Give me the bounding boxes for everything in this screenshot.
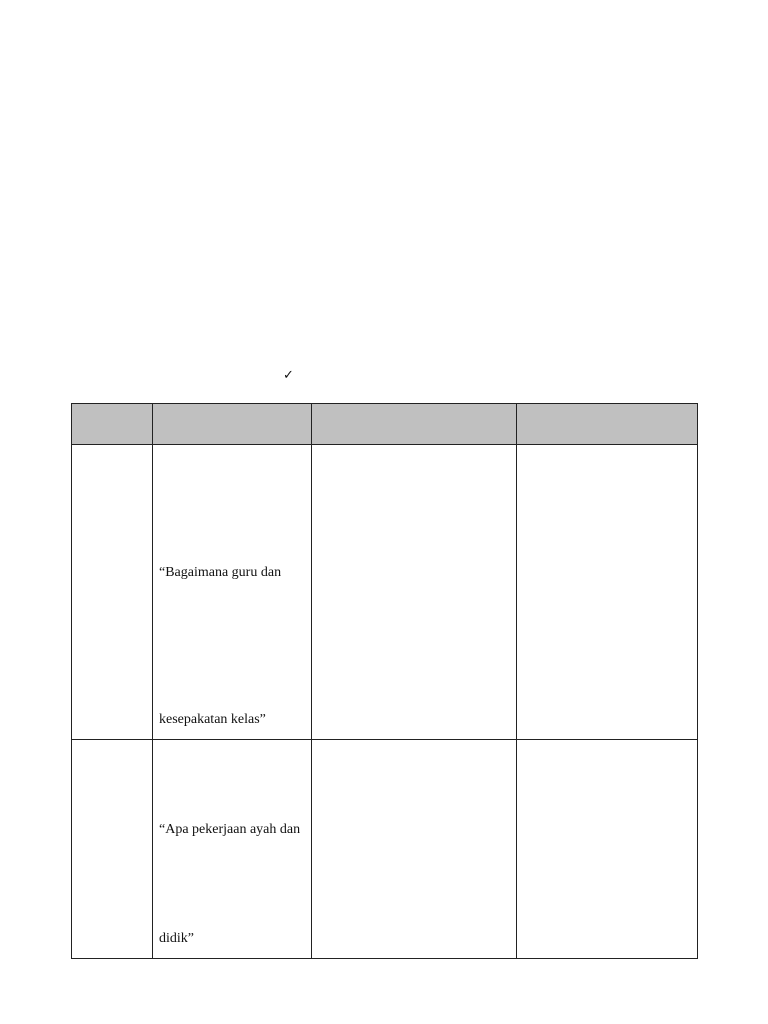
table-row bbox=[72, 445, 698, 740]
question-line: “Bagaimana guru dan bbox=[159, 565, 282, 580]
table-header-row bbox=[72, 404, 698, 445]
table-cell bbox=[72, 445, 153, 740]
question-cell bbox=[153, 445, 312, 740]
question-cell bbox=[153, 740, 312, 959]
question-line: didik” bbox=[159, 931, 194, 946]
header-cell bbox=[517, 404, 698, 445]
table-cell bbox=[517, 445, 698, 740]
question-line: kesepakatan kelas” bbox=[159, 712, 266, 727]
header-cell bbox=[72, 404, 153, 445]
table-row bbox=[72, 740, 698, 959]
check-mark: ✓ bbox=[283, 368, 294, 383]
table-cell bbox=[517, 740, 698, 959]
header-cell bbox=[312, 404, 517, 445]
table-cell bbox=[312, 740, 517, 959]
table-cell bbox=[72, 740, 153, 959]
table-cell bbox=[312, 445, 517, 740]
question-line: “Apa pekerjaan ayah dan bbox=[159, 822, 301, 837]
header-cell bbox=[153, 404, 312, 445]
data-table bbox=[71, 403, 698, 959]
